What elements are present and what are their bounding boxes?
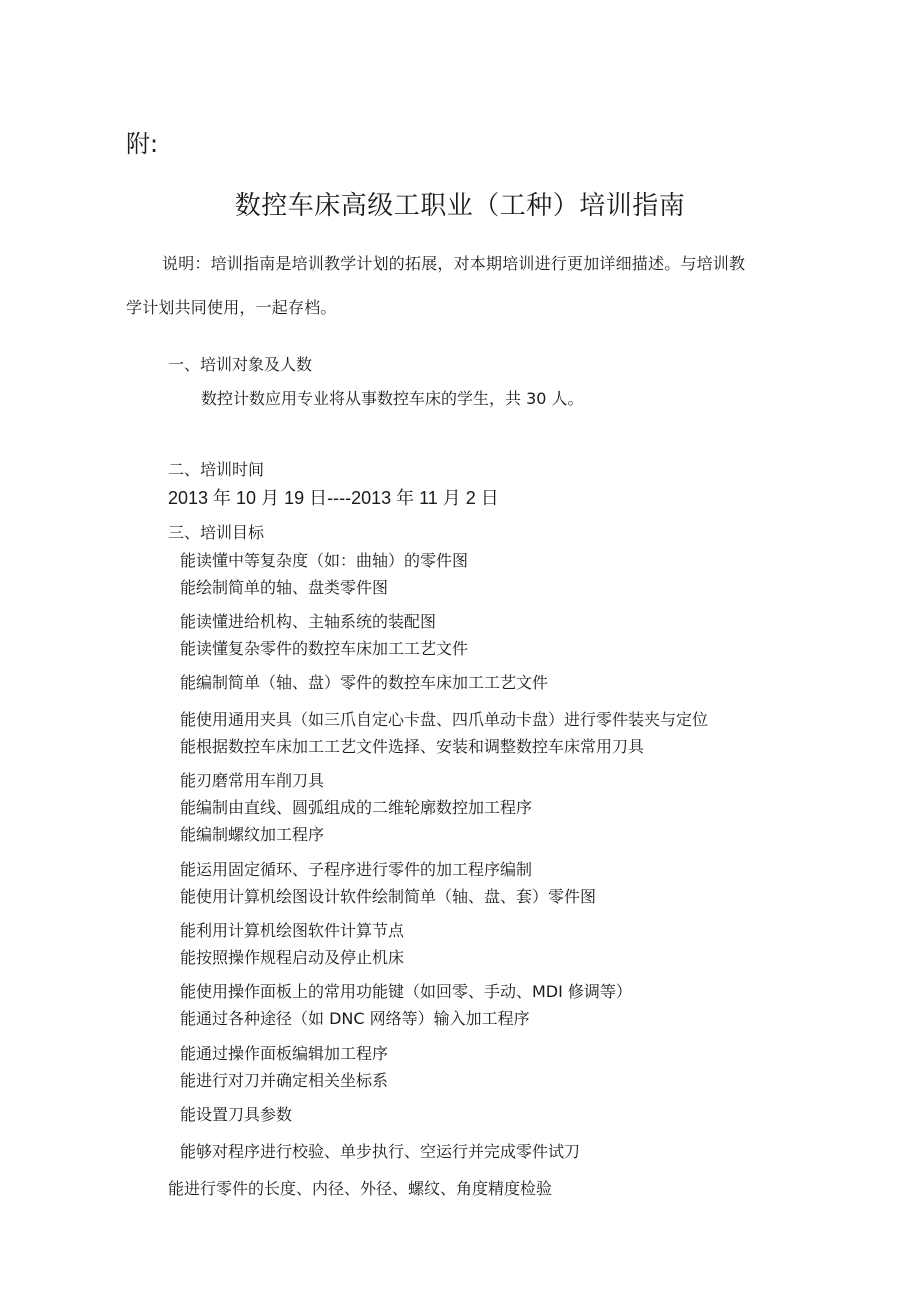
goal-item: 能编制螺纹加工程序 [180,825,325,844]
section-2-heading: 二、培训时间 [168,460,265,479]
section-2-date-range: 2013 年 10 月 19 日----2013 年 11 月 2 日 [168,488,499,508]
section-1-heading: 一、培训对象及人数 [168,355,313,374]
goal-item: 能读懂复杂零件的数控车床加工工艺文件 [180,639,469,658]
section-1-text: 数控计数应用专业将从事数控车床的学生，共 30 人。 [201,389,584,408]
goal-item: 能进行零件的长度、内径、外径、螺纹、角度精度检验 [168,1179,553,1198]
goal-item: 能编制简单（轴、盘）零件的数控车床加工工艺文件 [180,673,549,692]
attachment-label: 附: [126,130,159,158]
section-3-heading: 三、培训目标 [168,523,265,542]
goal-item: 能通过操作面板编辑加工程序 [180,1044,389,1063]
goal-item: 能进行对刀并确定相关坐标系 [180,1071,389,1090]
goal-item: 能根据数控车床加工工艺文件选择、安装和调整数控车床常用刀具 [180,737,645,756]
goal-item: 能够对程序进行校验、单步执行、空运行并完成零件试刀 [180,1142,581,1161]
goal-item: 能通过各种途径（如 DNC 网络等）输入加工程序 [180,1009,530,1028]
goal-item: 能读懂中等复杂度（如：曲轴）的零件图 [180,551,469,570]
goal-item: 能按照操作规程启动及停止机床 [180,948,405,967]
note-line-1: 说明：培训指南是培训教学计划的拓展，对本期培训进行更加详细描述。与培训教 [162,254,746,273]
goal-item: 能利用计算机绘图软件计算节点 [180,921,405,940]
goal-item: 能使用计算机绘图设计软件绘制简单（轴、盘、套）零件图 [180,887,597,906]
goal-item: 能设置刀具参数 [180,1105,293,1124]
goal-item: 能刃磨常用车削刀具 [180,771,325,790]
goal-item: 能读懂进给机构、主轴系统的装配图 [180,612,437,631]
goal-item: 能绘制简单的轴、盘类零件图 [180,578,389,597]
goal-item: 能编制由直线、圆弧组成的二维轮廓数控加工程序 [180,798,533,817]
page-title: 数控车床高级工职业（工种）培训指南 [234,191,686,221]
goal-item: 能运用固定循环、子程序进行零件的加工程序编制 [180,860,533,879]
note-line-2: 学计划共同使用，一起存档。 [126,298,337,317]
goal-item: 能使用操作面板上的常用功能键（如回零、手动、MDI 修调等） [180,982,632,1001]
goal-item: 能使用通用夹具（如三爪自定心卡盘、四爪单动卡盘）进行零件装夹与定位 [180,710,709,729]
